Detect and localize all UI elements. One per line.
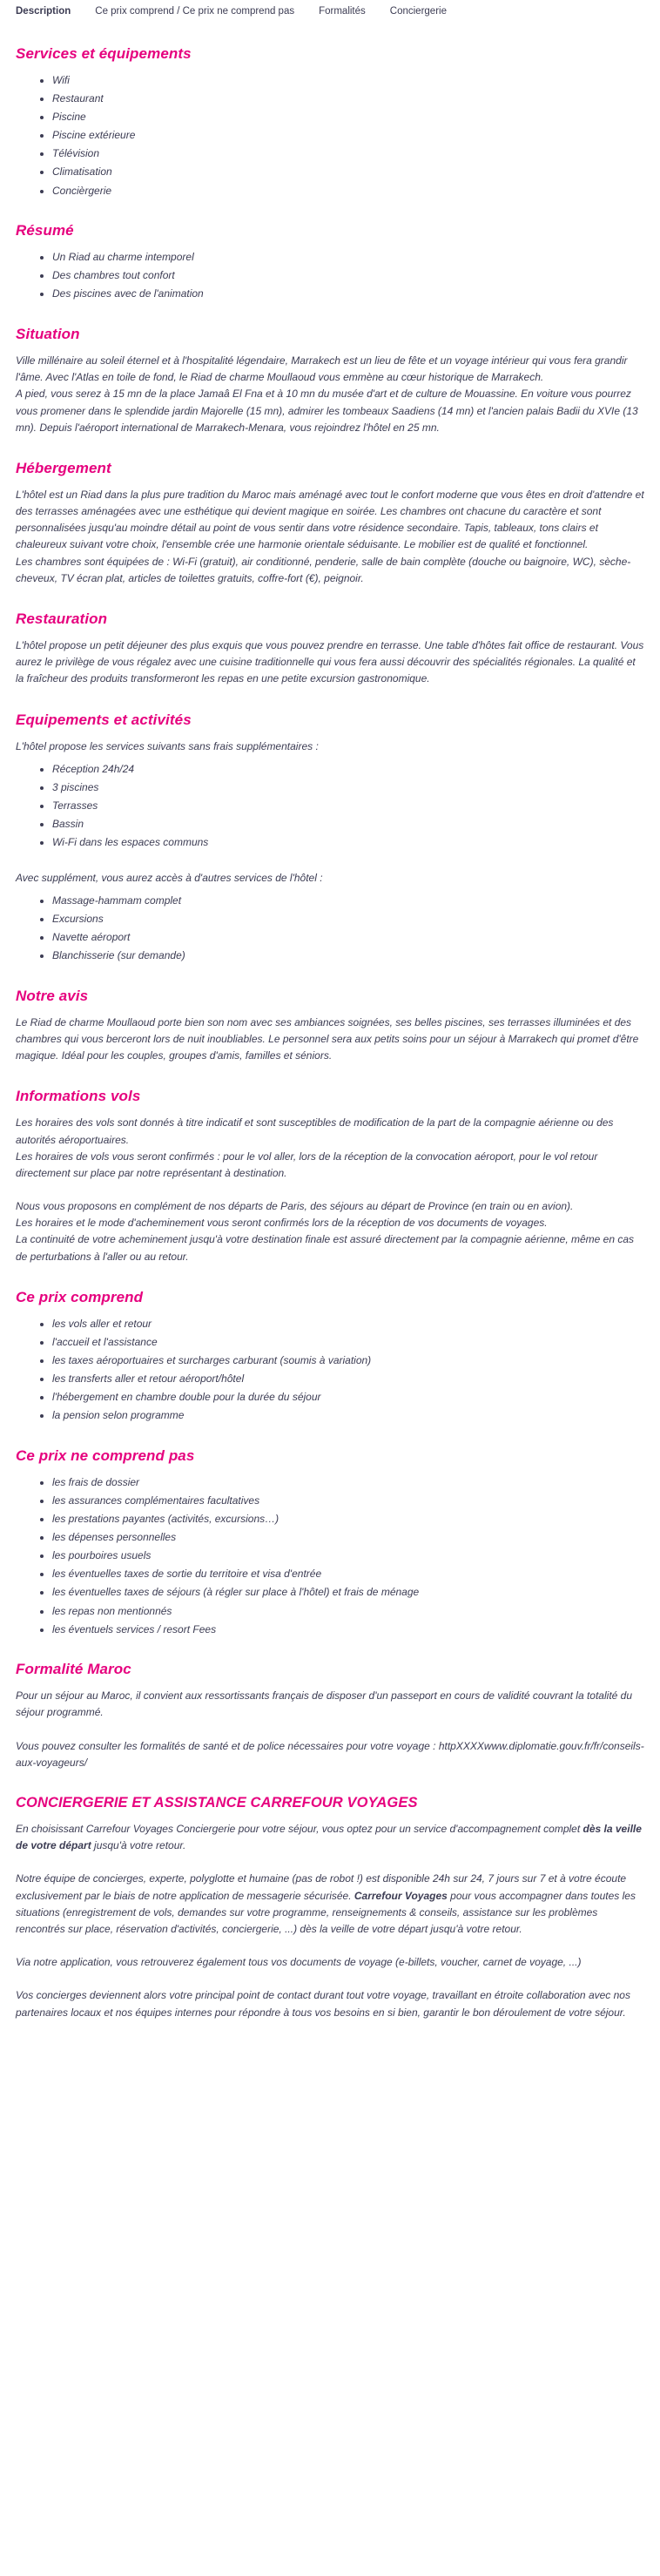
paragraph xyxy=(16,1115,644,1148)
section-title-informations-vols: Informations vols xyxy=(16,1088,141,1105)
tab-formalites[interactable]: Formalités xyxy=(319,6,366,17)
list-item: • Bassin xyxy=(52,816,644,833)
list-item: • les pourboires usuels xyxy=(52,1548,644,1564)
paragraph xyxy=(16,1821,644,1854)
paragraph xyxy=(16,487,644,554)
list-item: • les transferts aller et retour aéroport/hôtel xyxy=(52,1371,644,1387)
text-run: A pied, vous serez à 15 mn de la place Jamaâ El Fna et à 10 mn du musée d'art et de culture de Mouassine. En voiture vous pourrez vous promener dans le splendide jardin Majorelle (15 mn), admirer les tombeaux Saadiens (14 mn) et l'ancien palais Badii du XVIe (13 mn). Depuis l'aéroport international de Marrakech-Menara, vous rejoindrez l'hôtel en 25 mn. xyxy=(16,388,638,434)
section-notre-avis xyxy=(16,988,644,1065)
list-item: • Réception 24h/24 xyxy=(52,761,644,778)
list-item: • Piscine xyxy=(52,109,644,125)
section-title-ce-prix-ne-comprend-pas: Ce prix ne comprend pas xyxy=(16,1446,195,1464)
section-services-et-equipements xyxy=(16,45,644,199)
paragraph xyxy=(16,1688,644,1721)
text-run: pour vous accompagner dans toutes les situations (enregistrement de vols, demandes sur votre programme, renseignements & conseils, assistance sur les problèmes rencontrés sur place, réservation d'activités, conciergerie, ...) dès la veille de votre départ jusqu'à votre retour. xyxy=(16,1889,636,1935)
list-item: • Des chambres tout confort xyxy=(52,267,644,284)
paragraph xyxy=(16,1954,644,1971)
tab-description[interactable]: Description xyxy=(16,6,71,17)
text-run: L'hôtel propose un petit déjeuner des plus exquis que vous pouvez prendre en terrasse. Une table d'hôtes fait office de restaurant. Vous aurez le privilège de vous régalez avec une cuisine traditionnelle qui vous fera aussi découvrir des spécialités régionales. La qualité et la fraîcheur des produits transformeront les repas en une petite excursion gastronomique. xyxy=(16,639,644,685)
section-title-hebergement: Hébergement xyxy=(16,459,111,476)
section-resume xyxy=(16,222,644,302)
list-item: • 3 piscines xyxy=(52,779,644,796)
section-title-restauration: Restauration xyxy=(16,610,108,627)
text-run: Vous pouvez consulter les formalités de santé et de police nécessaires pour votre voyage : httpXXXXwww.diplomatie.gouv.fr/fr/conseils-aux-voyageurs/ xyxy=(16,1739,644,1769)
text-run: Les horaires et le mode d'acheminement vous seront confirmés lors de la réception de vos documents de voyages. xyxy=(16,1217,548,1230)
text-run: Les horaires de vols vous seront confirmés : pour le vol aller, lors de la réception de la convocation aéroport, pour le vol retour directement sur place par notre représentant à destination. xyxy=(16,1150,598,1179)
paragraph xyxy=(16,1987,644,2020)
list-item: • Restaurant xyxy=(52,91,644,107)
paragraph xyxy=(16,1231,644,1264)
section-title-resume: Résumé xyxy=(16,222,74,239)
paragraph xyxy=(16,870,644,887)
list-item: • Wi-Fi dans les espaces communs xyxy=(52,834,644,851)
list-item: • Terrasses xyxy=(52,798,644,814)
paragraph xyxy=(16,1871,644,1938)
list-item: • les taxes aéroportuaires et surcharges carburant (soumis à variation) xyxy=(52,1352,644,1369)
paragraph xyxy=(16,738,644,755)
section-hebergement xyxy=(16,460,644,587)
list-item: • les éventuelles taxes de sortie du territoire et visa d'entrée xyxy=(52,1566,644,1582)
paragraph xyxy=(16,353,644,386)
text-run: Les chambres sont équipées de : Wi-Fi (gratuit), air conditionné, penderie, salle de bain complète (douche ou baignoire, WC), sèche-cheveux, TV écran plat, articles de toilettes gratuits, coffre-fort (€), peignoir. xyxy=(16,555,631,584)
list-item: • la pension selon programme xyxy=(52,1407,644,1424)
paragraph xyxy=(16,554,644,587)
list-item: • Blanchisserie (sur demande) xyxy=(52,947,644,964)
text-run: jusqu'à votre retour. xyxy=(91,1839,186,1852)
bold-text: dès la veille de votre départ xyxy=(16,1823,642,1852)
section-ce-prix-ne-comprend-pas xyxy=(16,1447,644,1637)
list-item: • les prestations payantes (activités, excursions…) xyxy=(52,1511,644,1527)
list-item: • Wifi xyxy=(52,72,644,89)
list-item: • les dépenses personnelles xyxy=(52,1529,644,1546)
section-situation xyxy=(16,326,644,436)
text-run: Ville millénaire au soleil éternel et à l'hospitalité légendaire, Marrakech est un lieu de fête et un voyage intérieur qui vous fera grandir l'âme. Avec l'Atlas en toile de fond, le Riad de charme Moullaoud vous emmène au cœur historique de Marrakech. xyxy=(16,354,628,384)
list-item: • Télévision xyxy=(52,145,644,162)
ce-prix-ne-comprend-pas-list xyxy=(16,1474,644,1637)
bold-text: Carrefour Voyages xyxy=(354,1889,448,1902)
ce-prix-comprend-list xyxy=(16,1316,644,1424)
list-item: • les éventuelles taxes de séjours (à régler sur place à l'hôtel) et frais de ménage xyxy=(52,1584,644,1601)
list-item: • Climatisation xyxy=(52,164,644,180)
list-item: • les assurances complémentaires facultatives xyxy=(52,1493,644,1509)
section-restauration xyxy=(16,610,644,688)
paragraph xyxy=(16,386,644,436)
text-run: Pour un séjour au Maroc, il convient aux ressortissants français de disposer d'un passeport en cours de validité couvrant la totalité du séjour programmé. xyxy=(16,1689,633,1719)
text-run: Vos concierges deviennent alors votre principal point de contact durant tout votre voyage, travaillant en étroite collaboration avec nos partenaires locaux et nos équipes internes pour répondre à tous vos besoins en si bien, garantir le bon déroulement de votre séjour. xyxy=(16,1989,630,2019)
text-run: Les horaires des vols sont donnés à titre indicatif et sont susceptibles de modification de la part de la compagnie aérienne ou des autorités aéroportuaires. xyxy=(16,1116,614,1146)
text-run: L'hôtel propose les services suivants sans frais supplémentaires : xyxy=(16,739,319,752)
section-title-ce-prix-comprend: Ce prix comprend xyxy=(16,1288,144,1305)
section-title-services-et-equipements: Services et équipements xyxy=(16,45,192,62)
list-item: • Concièrgerie xyxy=(52,183,644,199)
list-item: • les repas non mentionnés xyxy=(52,1603,644,1620)
paragraph xyxy=(16,637,644,688)
section-title-equipements-et-activites: Equipements et activités xyxy=(16,711,192,728)
text-run: La continuité de votre acheminement jusqu'à votre destination finale est assuré directement par la compagnie aérienne, même en cas de perturbations à l'aller ou au retour. xyxy=(16,1233,635,1263)
text-run: Notre équipe de concierges, experte, polyglotte et humaine (pas de robot !) est disponible 24h sur 24, 7 jours sur 7 et à votre écoute exclusivement par le biais de notre application de messagerie sécurisée. xyxy=(16,1872,627,1902)
section-title-formalite-maroc: Formalité Maroc xyxy=(16,1661,131,1678)
tab-prix[interactable]: Ce prix comprend / Ce prix ne comprend pas xyxy=(95,6,295,17)
paragraph xyxy=(16,1149,644,1182)
text-run: Le Riad de charme Moullaoud porte bien son nom avec ses ambiances soignées, ses belles piscines, ses terrasses illuminées et des chambres qui vous berceront lors de nuit inoubliables. Le personnel sera aux petits soins pour un séjour à Marrakech qui promet d'être magique. Idéal pour les couples, groupes d'amis, familles et séniors. xyxy=(16,1015,639,1062)
services-et-equipements-list xyxy=(16,72,644,199)
list-item: • l'accueil et l'assistance xyxy=(52,1334,644,1351)
text-run: En choisissant Carrefour Voyages Conciergerie pour votre séjour, vous optez pour un service d'accompagnement complet xyxy=(16,1823,583,1835)
section-informations-vols xyxy=(16,1088,644,1265)
equipements-et-activites-list xyxy=(16,761,644,851)
paragraph xyxy=(16,1015,644,1065)
list-item: • Un Riad au charme intemporel xyxy=(52,249,644,266)
section-title-conciergerie-et-assistance: CONCIERGERIE ET ASSISTANCE CARREFOUR VOYAGES xyxy=(16,1795,418,1811)
paragraph xyxy=(16,1738,644,1771)
list-item: • Des piscines avec de l'animation xyxy=(52,286,644,302)
paragraph xyxy=(16,1198,644,1215)
text-run: Nous vous proposons en complément de nos départs de Paris, des séjours au départ de Province (en train ou en avion). xyxy=(16,1200,574,1213)
tab-bar xyxy=(16,4,644,22)
section-title-notre-avis: Notre avis xyxy=(16,987,89,1004)
section-equipements-et-activites xyxy=(16,711,644,964)
list-item: • Piscine extérieure xyxy=(52,127,644,144)
list-item: • Excursions xyxy=(52,911,644,927)
list-item: • Navette aéroport xyxy=(52,929,644,946)
section-title-situation: Situation xyxy=(16,325,80,342)
text-run: Via notre application, vous retrouverez également tous vos documents de voyage (e-billets, voucher, carnet de voyage, ...) xyxy=(16,1956,582,1969)
section-ce-prix-comprend xyxy=(16,1289,644,1424)
resume-list xyxy=(16,249,644,302)
section-formalite-maroc xyxy=(16,1661,644,1771)
content xyxy=(16,45,644,2021)
list-item: • les éventuels services / resort Fees xyxy=(52,1622,644,1638)
list-item: • Massage-hammam complet xyxy=(52,893,644,909)
list-item: • les vols aller et retour xyxy=(52,1316,644,1332)
list-item: • les frais de dossier xyxy=(52,1474,644,1491)
tab-conciergerie[interactable]: Conciergerie xyxy=(389,6,447,17)
paragraph xyxy=(16,1215,644,1231)
section-conciergerie-et-assistance xyxy=(16,1795,644,2021)
text-run: L'hôtel est un Riad dans la plus pure tradition du Maroc mais aménagé avec tout le confort moderne que vous êtes en droit d'attendre et des terrasses aménagées avec une esthétique qui devient magique en soirée. Les chambres ont chacune du caractère et sont personnalisées jusqu'au moindre détail au point de vous sentir dans votre résidence secondaire. Tapis, tableaux, tons clairs et chaleureux suivant votre choix, l'ensemble crée une harmonie orientale séduisante. Le mobilier est de qualité et fonctionnel. xyxy=(16,488,644,551)
equipements-et-activites-list xyxy=(16,893,644,964)
list-item: • l'hébergement en chambre double pour la durée du séjour xyxy=(52,1389,644,1406)
text-run: Avec supplément, vous aurez accès à d'autres services de l'hôtel : xyxy=(16,871,323,884)
